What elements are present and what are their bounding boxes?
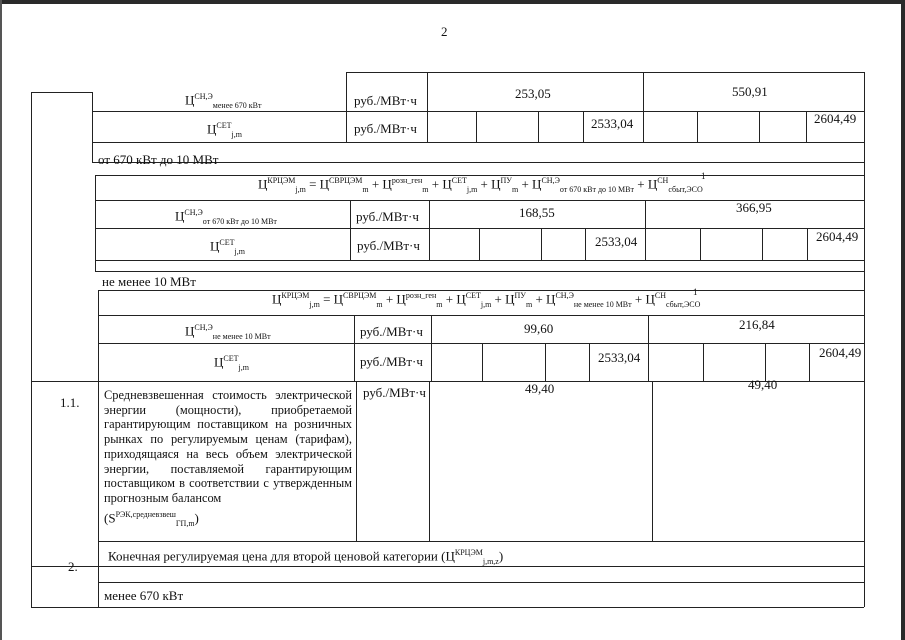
scan-border-left — [0, 0, 2, 640]
unit-label: руб./МВт·ч — [360, 354, 423, 369]
value-cell: 99,60 — [524, 321, 554, 336]
value-cell: 2604,49 — [819, 345, 862, 360]
value-cell: 366,95 — [736, 200, 772, 215]
tariff-symbol-sn-e: $Ц^{СН,Э}_{не менее 10 МВт}$ — [185, 323, 271, 341]
value-cell: 216,84 — [739, 317, 775, 332]
scan-border-right — [901, 0, 905, 640]
unit-label: руб./МВт·ч — [354, 93, 417, 108]
item-title: Конечная регулируемая цена для второй ценовой категории $(Ц^{КРЦЭМ}_{j,m,z})$ — [108, 548, 504, 566]
footnote-mark: 1 — [701, 171, 706, 181]
value-cell: 550,91 — [732, 84, 768, 99]
unit-label: руб./МВт·ч — [354, 121, 417, 136]
unit-label: руб./МВт·ч — [363, 385, 426, 400]
tariff-symbol-set: $Ц^{СЕТ}_{j,m}$ — [214, 354, 249, 372]
price-formula: $Ц^{КРЦЭМ}_{j,m} = Ц^{СВРЦЭМ}_m + Ц^{розн\_ген}_m + Ц^{СЕТ}_{j,m} + Ц^{ПУ}_m + Ц^{СН,Э}_{от 670 кВт до 10 МВт} + Ц^{СН}_{сбыт,ЭСО}$ — [258, 176, 703, 194]
value-cell: 253,05 — [515, 86, 551, 101]
value-cell: 2604,49 — [816, 229, 859, 244]
tariff-symbol-set: $Ц^{СЕТ}_{j,m}$ — [210, 238, 245, 256]
group-label: менее 670 кВт — [104, 588, 184, 603]
value-cell: 2533,04 — [595, 234, 638, 249]
value-cell: 2604,49 — [814, 111, 857, 126]
item-number: 2. — [68, 559, 78, 574]
tariff-symbol-sn-e: $Ц^{СН,Э}_{менее 670 кВт}$ — [185, 92, 262, 110]
price-formula: $Ц^{КРЦЭМ}_{j,m} = Ц^{СВРЦЭМ}_m + Ц^{розн\_ген}_m + Ц^{СЕТ}_{j,m} + Ц^{ПУ}_m + Ц^{СН,Э}_{не менее 10 МВт} + Ц^{СН}_{сбыт,ЭСО}$ — [272, 291, 701, 309]
tariff-symbol-sn-e: $Ц^{СН,Э}_{от 670 кВт до 10 МВт}$ — [175, 208, 277, 226]
group-label: не менее 10 МВт — [102, 274, 196, 289]
page-number: 2 — [441, 24, 448, 39]
value-cell: 49,40 — [525, 381, 555, 396]
item-number: 1.1. — [60, 395, 80, 410]
scan-border-top — [0, 0, 905, 4]
weighted-cost-symbol: $(S^{РЭК,средневзвеш}_{ГП,m})$ — [104, 509, 199, 528]
unit-label: руб./МВт·ч — [356, 209, 419, 224]
value-cell: 2533,04 — [591, 116, 634, 131]
value-cell: 49,40 — [748, 377, 778, 392]
unit-label: руб./МВт·ч — [357, 238, 420, 253]
value-cell: 2533,04 — [598, 350, 641, 365]
item-description: Средневзвешенная стоимость электрической энергии (мощности), приобретаемой гарантирующим поставщиком на розничных рынках по регулируемым ценам (тарифам), приходящаяся на весь объем электрической энергии, поставляемой гарантирующим поставщиком в соответствии с утвержденным прогнозным балансом $(S^{РЭК,средневзвеш}_{ГП,m})$ — [104, 388, 352, 531]
footnote-mark: 1 — [693, 287, 698, 297]
group-label: от 670 кВт до 10 МВт — [98, 152, 219, 167]
value-cell: 168,55 — [519, 205, 555, 220]
tariff-symbol-set: $Ц^{СЕТ}_{j,m}$ — [207, 121, 242, 139]
unit-label: руб./МВт·ч — [360, 324, 423, 339]
